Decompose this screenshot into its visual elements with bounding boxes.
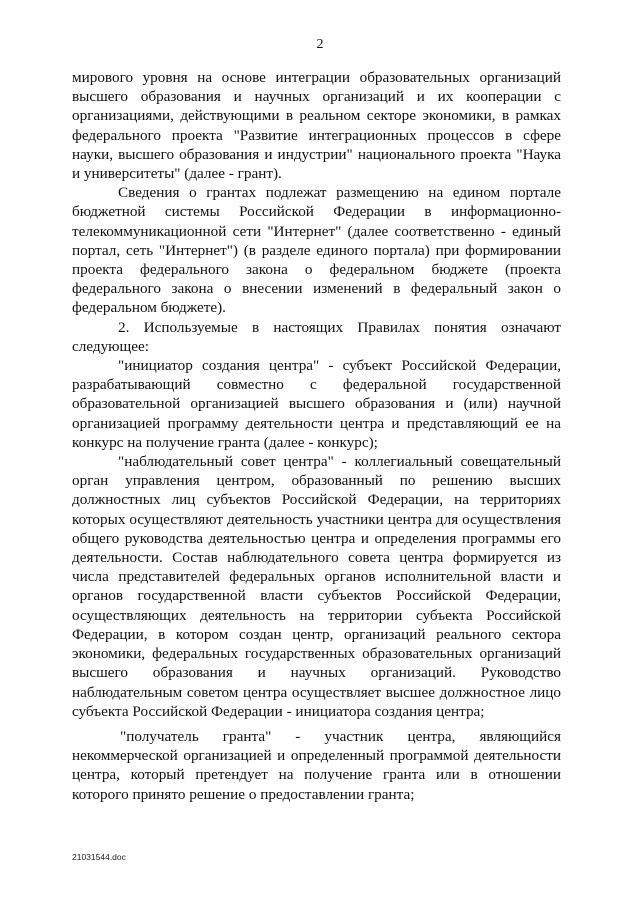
paragraph-grant-info: Сведения о грантах подлежат размещению на едином портале бюджетной системы Российской Федерации в информационно-телекоммуникационной сети "Интернет" (далее соответственно - единый портал, сеть "Интернет") (в разделе единого портала) при формировании проекта федерального закона о федеральном бюджете (проекта федерального закона о внесении изменений в федеральный закон о федеральном бюджете). [72, 184, 561, 317]
paragraph-definition-supervisory-board: "наблюдательный совет центра" - коллегиальный совещательный орган управления центром, образованный по решению высших должностных лиц субъектов Российской Федерации, на территориях которых осуществляют деятельность участники центра для осуществления общего руководства деятельностью центра и определения программы его деятельности. Состав наблюдательного совета центра формируется из числа представителей федеральных органов исполнительной власти и органов государственной власти субъектов Российской Федерации, осуществляющих деятельность на территории субъекта Российской Федерации, в котором создан центр, организаций реального сектора экономики, федеральных государственных образовательных организаций высшего образования и научных организаций. Руководство наблюдательным советом центра осуществляет высшее должностное лицо субъекта Российской Федерации - инициатора создания центра; [72, 453, 561, 720]
paragraph-definition-grant-recipient: "получатель гранта" - участник центра, являющийся некоммерческой организацией и определенный программой деятельности центра, который претендует на получение гранта или в отношении которого принято решение о предоставлении гранта; [72, 727, 561, 803]
paragraph-continuation: мирового уровня на основе интеграции образовательных организаций высшего образования и научных организаций и их кооперации с организациями, действующими в реальном секторе экономики, в рамках федерального проекта "Развитие интеграционных процессов в сфере науки, высшего образования и индустрии" национального проекта "Наука и университеты" (далее - грант). [72, 69, 561, 183]
document-file-code: 21031544.doc [72, 852, 126, 862]
paragraph-definitions-intro: 2. Используемые в настоящих Правилах понятия означают следующее: [72, 318, 561, 355]
page-number: 2 [316, 37, 324, 52]
paragraph-definition-initiator: "инициатор создания центра" - субъект Российской Федерации, разрабатывающий совместно с федеральной государственной образовательной организацией высшего образования и (или) научной организацией программу деятельности центра и представляющий ее на конкурс на получение гранта (далее - конкурс); [72, 357, 561, 451]
document-body [72, 68, 561, 804]
